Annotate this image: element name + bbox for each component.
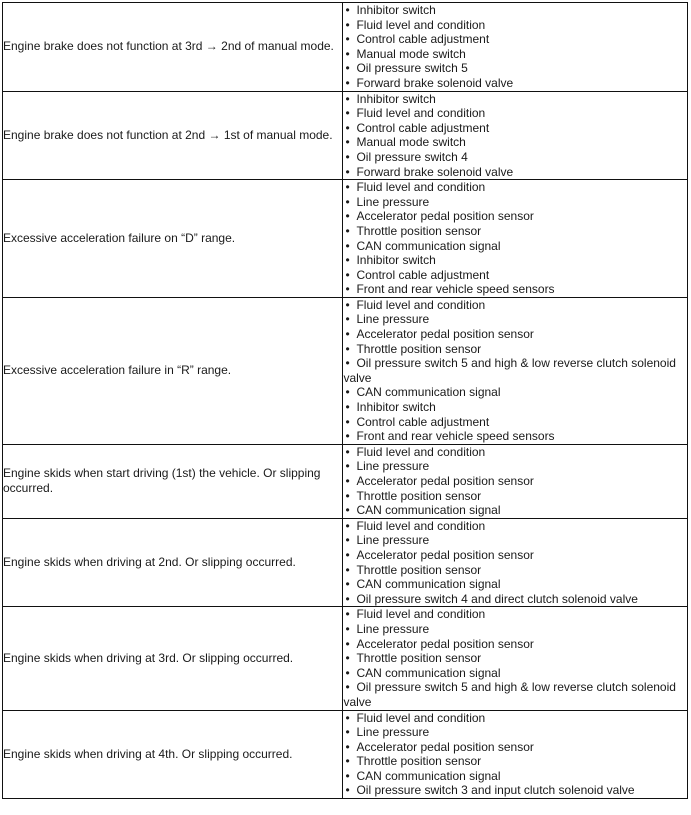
bullet-icon: • [345, 680, 350, 695]
check-item [343, 474, 687, 489]
check-item [343, 385, 687, 400]
check-item [343, 165, 687, 180]
check-item [343, 459, 687, 474]
check-item-text: Oil pressure switch 3 and input clutch solenoid valve [356, 783, 635, 798]
check-item-text: CAN communication signal [356, 503, 501, 518]
check-item [343, 533, 687, 548]
check-item [343, 92, 687, 107]
check-item-text: Control cable adjustment [356, 414, 490, 429]
check-item [343, 607, 687, 622]
check-item-text: Fluid level and condition [356, 710, 486, 725]
bullet-icon: • [345, 577, 350, 592]
check-items-cell [343, 710, 688, 799]
check-item-text: Oil pressure switch 5 and high & low reverse clutch solenoid valve [343, 356, 676, 385]
check-item [343, 298, 687, 313]
bullet-icon: • [345, 267, 350, 282]
check-item-text: Line pressure [356, 621, 430, 636]
check-items-list [343, 607, 687, 709]
bullet-icon: • [345, 503, 350, 518]
bullet-icon: • [345, 180, 350, 195]
bullet-icon: • [345, 547, 350, 562]
check-item [343, 135, 687, 150]
check-item-text: Throttle position sensor [356, 562, 482, 577]
bullet-icon: • [345, 238, 350, 253]
check-item-text: Forward brake solenoid valve [356, 164, 514, 179]
check-item-text: Throttle position sensor [356, 223, 482, 238]
symptom-cell: Excessive acceleration failure in “R” range. [3, 297, 343, 444]
check-item-text: Manual mode switch [356, 135, 466, 150]
check-item [343, 622, 687, 637]
diagnosis-table [2, 2, 688, 799]
symptom-cell: Engine brake does not function at 3rd → 2nd of manual mode. [3, 3, 343, 92]
check-item [343, 239, 687, 254]
check-items-list [343, 180, 687, 297]
check-item-text: Throttle position sensor [356, 488, 482, 503]
check-item-text: Control cable adjustment [356, 32, 490, 47]
check-item [343, 3, 687, 18]
bullet-icon: • [345, 444, 350, 459]
bullet-icon: • [345, 400, 350, 415]
bullet-icon: • [345, 135, 350, 150]
check-item-text: Accelerator pedal position sensor [356, 327, 534, 342]
bullet-icon: • [345, 459, 350, 474]
bullet-icon: • [345, 3, 350, 17]
bullet-icon: • [345, 474, 350, 488]
check-item [343, 18, 687, 33]
bullet-icon: • [345, 607, 350, 622]
check-item [343, 106, 687, 121]
check-item [343, 47, 687, 62]
check-item [343, 577, 687, 592]
check-items-list [343, 711, 687, 799]
bullet-icon: • [345, 385, 350, 400]
check-item-text: Accelerator pedal position sensor [356, 547, 534, 562]
check-item-text: Fluid level and condition [356, 444, 486, 459]
check-item-text: Throttle position sensor [356, 651, 482, 666]
check-item [343, 519, 687, 534]
bullet-icon: • [345, 297, 350, 312]
check-items-list [343, 445, 687, 518]
bullet-icon: • [345, 710, 350, 725]
check-item [343, 121, 687, 136]
check-item-text: Accelerator pedal position sensor [356, 739, 534, 754]
check-item-text: CAN communication signal [356, 768, 501, 783]
bullet-icon: • [345, 591, 350, 606]
bullet-icon: • [345, 533, 350, 548]
check-item [343, 400, 687, 415]
check-item [343, 711, 687, 726]
check-item-text: Throttle position sensor [356, 341, 482, 356]
check-items-cell [343, 607, 688, 710]
check-item [343, 783, 687, 798]
symptom-cell: Engine skids when driving at 2nd. Or slipping occurred. [3, 518, 343, 607]
bullet-icon: • [345, 120, 350, 135]
bullet-icon: • [345, 149, 350, 164]
check-item-text: Control cable adjustment [356, 267, 490, 282]
bullet-icon: • [345, 341, 350, 356]
check-item-text: Line pressure [356, 459, 430, 474]
check-item-text: CAN communication signal [356, 665, 501, 680]
check-item-text: Inhibitor switch [356, 400, 436, 415]
table-row [3, 518, 688, 607]
check-items-cell [343, 180, 688, 298]
bullet-icon: • [345, 17, 350, 32]
check-item-text: Line pressure [356, 533, 430, 548]
symptom-cell: Engine skids when driving at 4th. Or slipping occurred. [3, 710, 343, 799]
check-item [343, 637, 687, 652]
check-item [343, 180, 687, 195]
check-item-text: Throttle position sensor [356, 754, 482, 769]
check-item [343, 76, 687, 91]
check-item [343, 209, 687, 224]
check-item [343, 253, 687, 268]
bullet-icon: • [345, 91, 350, 106]
bullet-icon: • [345, 725, 350, 740]
check-item-text: Inhibitor switch [356, 253, 436, 268]
check-item-text: CAN communication signal [356, 385, 501, 400]
check-item [343, 651, 687, 666]
check-item-text: Accelerator pedal position sensor [356, 209, 534, 224]
check-item [343, 740, 687, 755]
symptom-cell: Engine skids when driving at 3rd. Or slipping occurred. [3, 607, 343, 710]
check-items-list [343, 298, 687, 444]
check-items-list [343, 92, 687, 180]
symptom-cell: Engine skids when start driving (1st) the vehicle. Or slipping occurred. [3, 444, 343, 518]
check-item-text: Line pressure [356, 194, 430, 209]
check-items-cell [343, 518, 688, 607]
bullet-icon: • [345, 562, 350, 577]
check-item-text: Fluid level and condition [356, 106, 486, 121]
check-item [343, 312, 687, 327]
table-row [3, 444, 688, 518]
check-item-text: Accelerator pedal position sensor [356, 636, 534, 651]
check-item [343, 195, 687, 210]
bullet-icon: • [345, 106, 350, 121]
bullet-icon: • [345, 621, 350, 636]
check-items-cell [343, 444, 688, 518]
symptom-cell: Engine brake does not function at 2nd → 1st of manual mode. [3, 91, 343, 180]
check-item [343, 548, 687, 563]
bullet-icon: • [345, 194, 350, 209]
bullet-icon: • [345, 356, 350, 371]
bullet-icon: • [345, 651, 350, 666]
bullet-icon: • [345, 164, 350, 179]
bullet-icon: • [345, 429, 350, 444]
check-item [343, 268, 687, 283]
bullet-icon: • [345, 783, 350, 798]
bullet-icon: • [345, 518, 350, 533]
check-item-text: Fluid level and condition [356, 180, 486, 195]
bullet-icon: • [345, 282, 350, 297]
check-items-cell [343, 91, 688, 180]
check-item [343, 429, 687, 444]
check-item-text: Oil pressure switch 4 and direct clutch solenoid valve [356, 591, 638, 606]
bullet-icon: • [345, 327, 350, 342]
table-row [3, 297, 688, 444]
check-item [343, 445, 687, 460]
check-item [343, 224, 687, 239]
symptom-cell: Excessive acceleration failure on “D” range. [3, 180, 343, 298]
bullet-icon: • [345, 223, 350, 238]
check-item [343, 725, 687, 740]
table-row [3, 3, 688, 92]
bullet-icon: • [345, 768, 350, 783]
check-item [343, 150, 687, 165]
check-item [343, 666, 687, 681]
check-item [343, 282, 687, 297]
bullet-icon: • [345, 61, 350, 76]
diagnosis-table-body [3, 3, 688, 799]
check-item [343, 503, 687, 518]
check-item-text: Inhibitor switch [356, 3, 436, 17]
bullet-icon: • [345, 665, 350, 680]
bullet-icon: • [345, 32, 350, 47]
table-row [3, 607, 688, 710]
bullet-icon: • [345, 253, 350, 268]
check-item [343, 356, 687, 385]
check-item-text: Forward brake solenoid valve [356, 75, 514, 90]
check-item [343, 489, 687, 504]
check-items-list [343, 3, 687, 91]
bullet-icon: • [345, 209, 350, 224]
check-item-text: Oil pressure switch 5 and high & low reverse clutch solenoid valve [343, 680, 676, 709]
check-item-text: Accelerator pedal position sensor [356, 474, 534, 488]
check-item [343, 563, 687, 578]
check-item-text: Oil pressure switch 4 [356, 149, 468, 164]
bullet-icon: • [345, 312, 350, 327]
table-row [3, 180, 688, 298]
table-row [3, 91, 688, 180]
bullet-icon: • [345, 636, 350, 651]
check-item-text: Inhibitor switch [356, 91, 436, 106]
check-item-text: Line pressure [356, 725, 430, 740]
check-item-text: Front and rear vehicle speed sensors [356, 282, 555, 297]
check-item [343, 342, 687, 357]
check-item [343, 769, 687, 784]
table-row [3, 710, 688, 799]
bullet-icon: • [345, 754, 350, 769]
check-item-text: Front and rear vehicle speed sensors [356, 429, 555, 444]
check-item [343, 592, 687, 607]
check-item-text: CAN communication signal [356, 238, 501, 253]
check-item [343, 680, 687, 709]
check-item-text: CAN communication signal [356, 577, 501, 592]
bullet-icon: • [345, 75, 350, 90]
check-item [343, 415, 687, 430]
check-items-list [343, 519, 687, 607]
check-item-text: Manual mode switch [356, 46, 466, 61]
bullet-icon: • [345, 414, 350, 429]
check-item-text: Fluid level and condition [356, 607, 486, 622]
check-item-text: Fluid level and condition [356, 518, 486, 533]
check-item-text: Control cable adjustment [356, 120, 490, 135]
check-item-text: Line pressure [356, 312, 430, 327]
check-items-cell [343, 297, 688, 444]
check-item [343, 61, 687, 76]
bullet-icon: • [345, 739, 350, 754]
check-items-cell [343, 3, 688, 92]
bullet-icon: • [345, 488, 350, 503]
check-item [343, 754, 687, 769]
check-item-text: Fluid level and condition [356, 17, 486, 32]
check-item [343, 327, 687, 342]
check-item-text: Fluid level and condition [356, 297, 486, 312]
bullet-icon: • [345, 46, 350, 61]
check-item-text: Oil pressure switch 5 [356, 61, 468, 76]
check-item [343, 32, 687, 47]
